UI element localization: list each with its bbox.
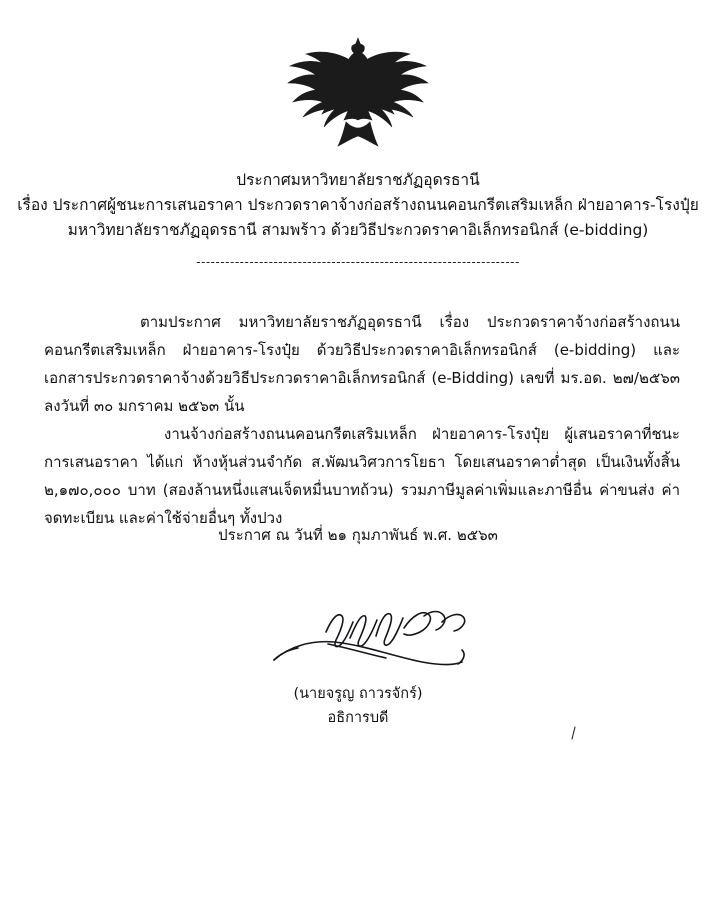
stray-pen-mark — [570, 725, 578, 739]
signatory-name: (นายจรูญ ถาวรจักร์) — [293, 686, 423, 702]
heading-line-1: ประกาศมหาวิทยาลัยราชภัฏอุดรธานี — [236, 171, 480, 189]
heading-line-2: เรื่อง ประกาศผู้ชนะการเสนอราคา ประกวดราคาจ้างก่อสร้างถนนคอนกรีตเสริมเหล็ก ฝ่ายอาคาร-โรงปุ๋ย — [17, 196, 699, 214]
body-paragraph-2: งานจ้างก่อสร้างถนนคอนกรีตเสริมเหล็ก ฝ่ายอาคาร-โรงปุ๋ย ผู้เสนอราคาที่ชนะการเสนอราคา ได้แก่ ห้างหุ้นส่วนจำกัด ส.พัฒนวิศวการโยธา โดยเสนอราคาต่ำสุด เป็นเงินทั้งสิ้น ๒,๑๗๐,๐๐๐ บาท (สองล้านหนึ่งแสนเจ็ดหมื่นบาทถ้วน) รวมภาษีมูลค่าเพิ่มและภาษีอื่น ค่าขนส่ง ค่าจดทะเบียน และค่าใช้จ่ายอื่นๆ ทั้งปวง — [44, 425, 680, 527]
document-heading — [0, 168, 716, 269]
signatory-title: อธิการบดี — [327, 710, 389, 726]
document-body — [44, 308, 680, 532]
handwritten-signature — [0, 598, 716, 682]
garuda-emblem — [0, 34, 716, 156]
announcement-date: ประกาศ ณ วันที่ ๒๑ กุมภาพันธ์ พ.ศ. ๒๕๖๓ — [218, 526, 498, 544]
heading-divider: ------------------------------------------------------------------- — [196, 255, 520, 269]
body-paragraph-1: ตามประกาศ มหาวิทยาลัยราชภัฏอุดรธานี เรื่อง ประกวดราคาจ้างก่อสร้างถนนคอนกรีตเสริมเหล็ก ฝ่ายอาคาร-โรงปุ๋ย ด้วยวิธีประกวดราคาอิเล็กทรอนิกส์ (e-bidding) และเอกสารประกวดราคาจ้างด้วยวิธีประกวดราคาอิเล็กทรอนิกส์ (e-Bidding) เลขที่ มร.อด. ๒๗/๒๕๖๓ ลงวันที่ ๓๐ มกราคม ๒๕๖๓ นั้น — [44, 313, 680, 415]
signature-block — [0, 598, 716, 730]
heading-line-3: มหาวิทยาลัยราชภัฏอุดรธานี สามพร้าว ด้วยวิธีประกวดราคาอิเล็กทรอนิกส์ (e-bidding) — [67, 221, 649, 239]
